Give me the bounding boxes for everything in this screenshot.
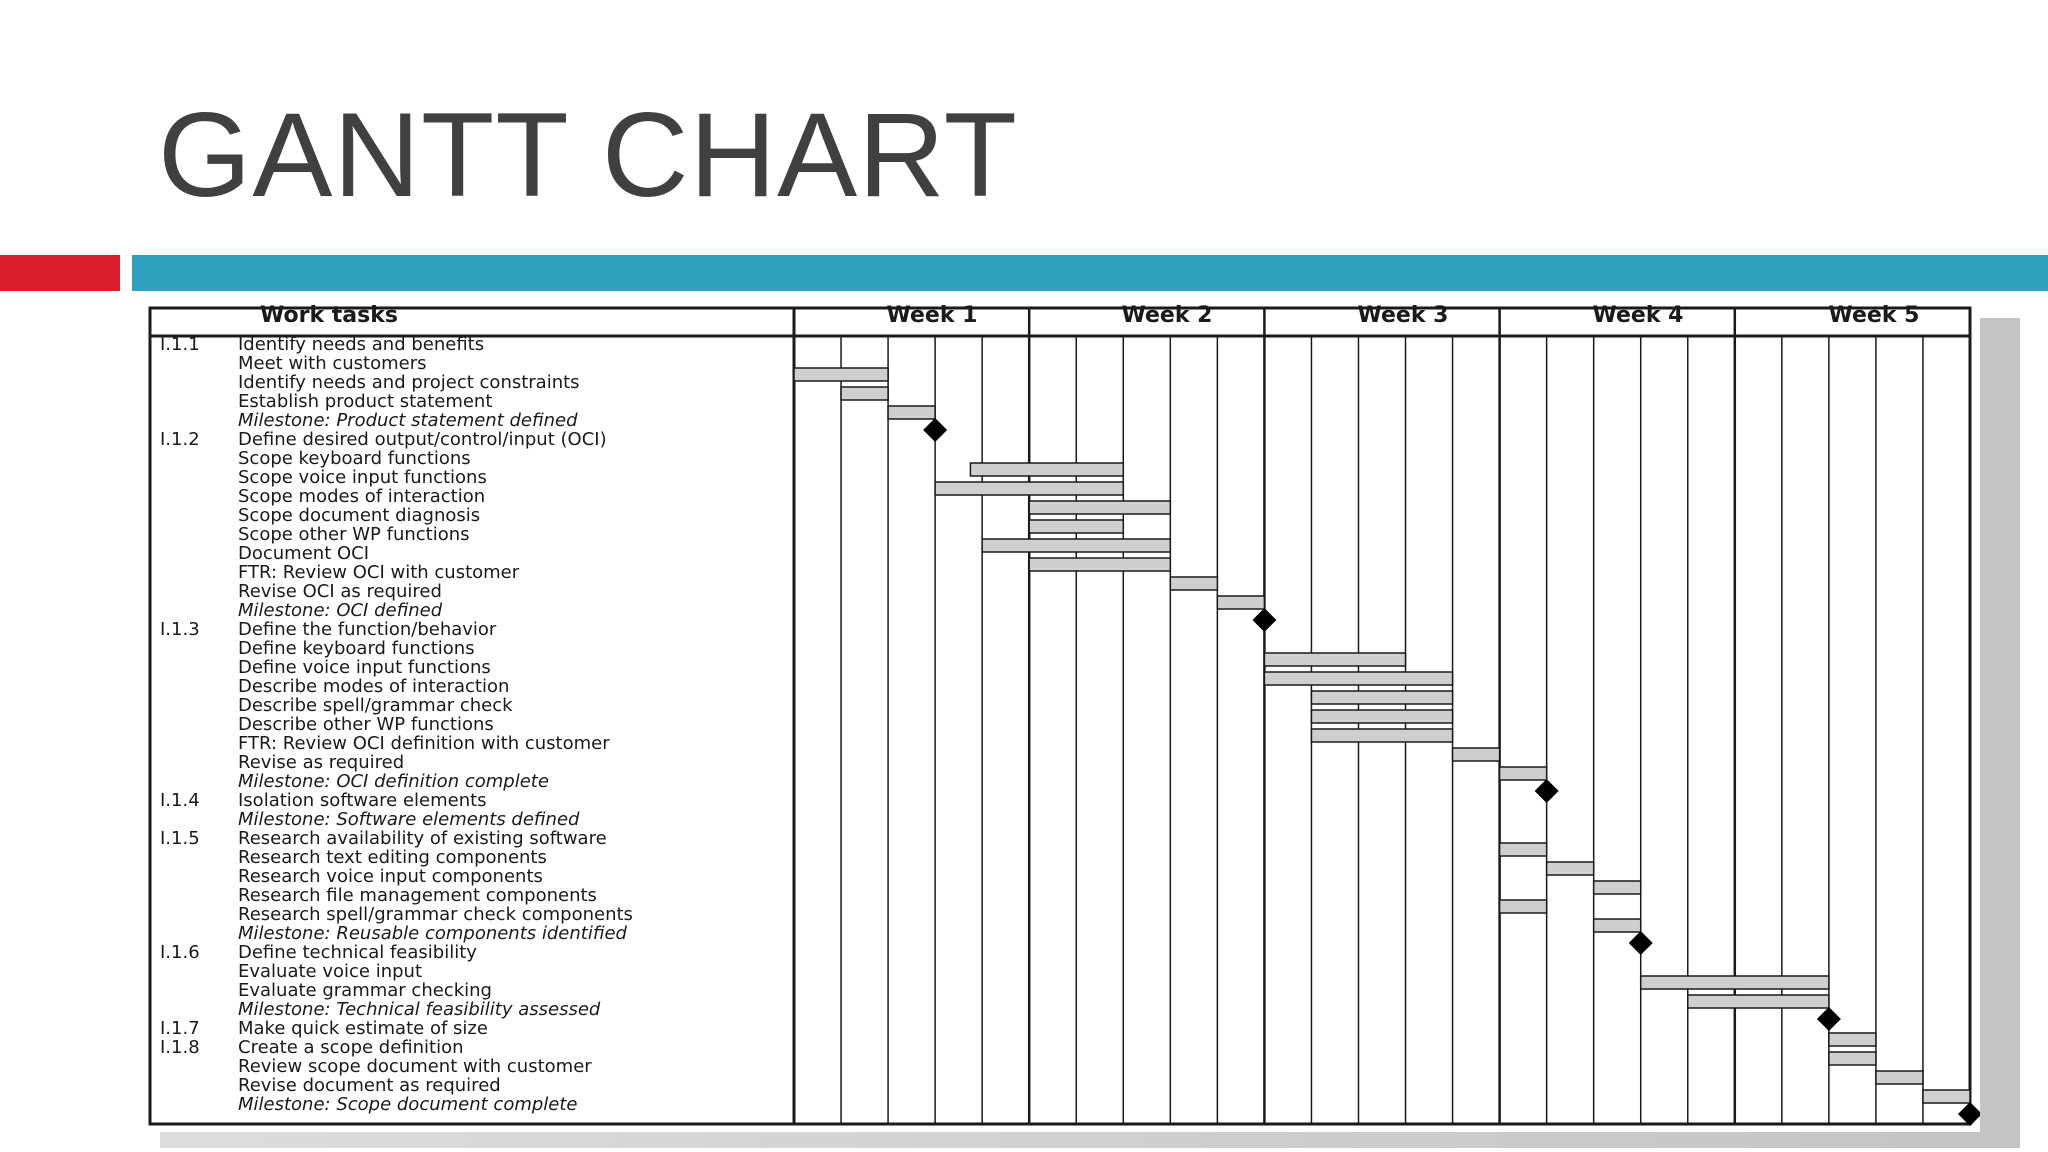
task-label: Research spell/grammar check components bbox=[238, 904, 633, 925]
task-bar bbox=[841, 387, 888, 400]
task-label: FTR: Review OCI definition with customer bbox=[238, 733, 610, 754]
task-bar bbox=[1311, 691, 1452, 704]
task-bar bbox=[1029, 501, 1170, 514]
milestone-label: Milestone: OCI defined bbox=[238, 600, 443, 621]
task-label: Describe modes of interaction bbox=[238, 676, 510, 697]
task-label: Scope other WP functions bbox=[238, 524, 470, 545]
header-week-5: Week 5 bbox=[1828, 303, 1920, 328]
task-label: FTR: Review OCI with customer bbox=[238, 562, 520, 583]
task-id: I.1.2 bbox=[160, 429, 200, 450]
task-bar bbox=[1029, 558, 1170, 571]
task-label: Establish product statement bbox=[238, 391, 493, 412]
milestone-label: Milestone: Software elements defined bbox=[238, 809, 580, 830]
task-bar bbox=[1500, 767, 1547, 780]
task-label: Meet with customers bbox=[238, 353, 427, 374]
task-label: Define desired output/control/input (OCI) bbox=[238, 429, 607, 450]
task-label: Evaluate voice input bbox=[238, 961, 423, 982]
milestone-label: Milestone: Technical feasibility assessed bbox=[238, 999, 601, 1020]
task-id: I.1.5 bbox=[160, 828, 200, 849]
header-week-2: Week 2 bbox=[1121, 303, 1213, 328]
task-label: Research text editing components bbox=[238, 847, 547, 868]
task-bar bbox=[1594, 881, 1641, 894]
task-bar bbox=[1029, 520, 1123, 533]
task-bar bbox=[1264, 653, 1405, 666]
task-label: Revise document as required bbox=[238, 1075, 501, 1096]
task-label: Research voice input components bbox=[238, 866, 543, 887]
task-label: Define the function/behavior bbox=[238, 619, 497, 640]
milestone-label: Milestone: OCI definition complete bbox=[238, 771, 549, 792]
task-bar bbox=[1170, 577, 1217, 590]
task-label: Scope modes of interaction bbox=[238, 486, 486, 507]
task-id: I.1.4 bbox=[160, 790, 200, 811]
task-bar bbox=[1311, 729, 1452, 742]
task-bar bbox=[1500, 900, 1547, 913]
task-label: Scope document diagnosis bbox=[238, 505, 481, 526]
task-bar bbox=[1829, 1033, 1876, 1046]
task-label: Define voice input functions bbox=[238, 657, 491, 678]
task-label: Create a scope definition bbox=[238, 1037, 464, 1058]
gantt-chart bbox=[144, 302, 1980, 1132]
task-label: Scope keyboard functions bbox=[238, 448, 471, 469]
accent-bar-teal bbox=[132, 255, 2048, 291]
task-label: Research availability of existing software bbox=[238, 828, 607, 849]
task-id: I.1.3 bbox=[160, 619, 200, 640]
task-id: I.1.6 bbox=[160, 942, 200, 963]
task-bar bbox=[1829, 1052, 1876, 1065]
task-label: Evaluate grammar checking bbox=[238, 980, 492, 1001]
task-label: Identify needs and project constraints bbox=[238, 372, 580, 393]
task-bar bbox=[1547, 862, 1594, 875]
task-bar bbox=[1594, 919, 1641, 932]
task-bar bbox=[1453, 748, 1500, 761]
milestone-label: Milestone: Reusable components identified bbox=[238, 923, 627, 944]
task-label: Review scope document with customer bbox=[238, 1056, 592, 1077]
task-label: Define keyboard functions bbox=[238, 638, 475, 659]
task-bar bbox=[1311, 710, 1452, 723]
task-bar bbox=[1500, 843, 1547, 856]
task-bar bbox=[1876, 1071, 1923, 1084]
milestone-label: Milestone: Scope document complete bbox=[238, 1094, 578, 1115]
task-label: Isolation software elements bbox=[238, 790, 487, 811]
task-bar bbox=[935, 482, 1123, 495]
task-bar bbox=[1217, 596, 1264, 609]
task-id: I.1.1 bbox=[160, 334, 200, 355]
task-label: Describe spell/grammar check bbox=[238, 695, 513, 716]
task-label: Revise as required bbox=[238, 752, 405, 773]
header-work-tasks: Work tasks bbox=[260, 303, 398, 328]
accent-bar-red bbox=[0, 255, 120, 291]
task-label: Describe other WP functions bbox=[238, 714, 494, 735]
slide-title: GANTT CHART bbox=[158, 88, 1018, 222]
task-bar bbox=[1688, 995, 1829, 1008]
task-bar bbox=[794, 368, 888, 381]
task-label: Make quick estimate of size bbox=[238, 1018, 488, 1039]
task-label: Research file management components bbox=[238, 885, 597, 906]
task-label: Revise OCI as required bbox=[238, 581, 442, 602]
task-label: Identify needs and benefits bbox=[238, 334, 485, 355]
milestone-label: Milestone: Product statement defined bbox=[238, 410, 578, 431]
header-week-4: Week 4 bbox=[1592, 303, 1684, 328]
task-id: I.1.8 bbox=[160, 1037, 200, 1058]
task-label: Document OCI bbox=[238, 543, 370, 564]
task-bar bbox=[1264, 672, 1452, 685]
header-week-1: Week 1 bbox=[886, 303, 978, 328]
task-label: Scope voice input functions bbox=[238, 467, 487, 488]
task-bar bbox=[1923, 1090, 1970, 1103]
task-bar bbox=[982, 539, 1170, 552]
header-week-3: Week 3 bbox=[1357, 303, 1449, 328]
task-label: Define technical feasibility bbox=[238, 942, 477, 963]
task-bar bbox=[1641, 976, 1829, 989]
task-bar bbox=[970, 463, 1123, 476]
gantt-chart-svg bbox=[144, 302, 1980, 1132]
task-id: I.1.7 bbox=[160, 1018, 200, 1039]
task-bar bbox=[888, 406, 935, 419]
